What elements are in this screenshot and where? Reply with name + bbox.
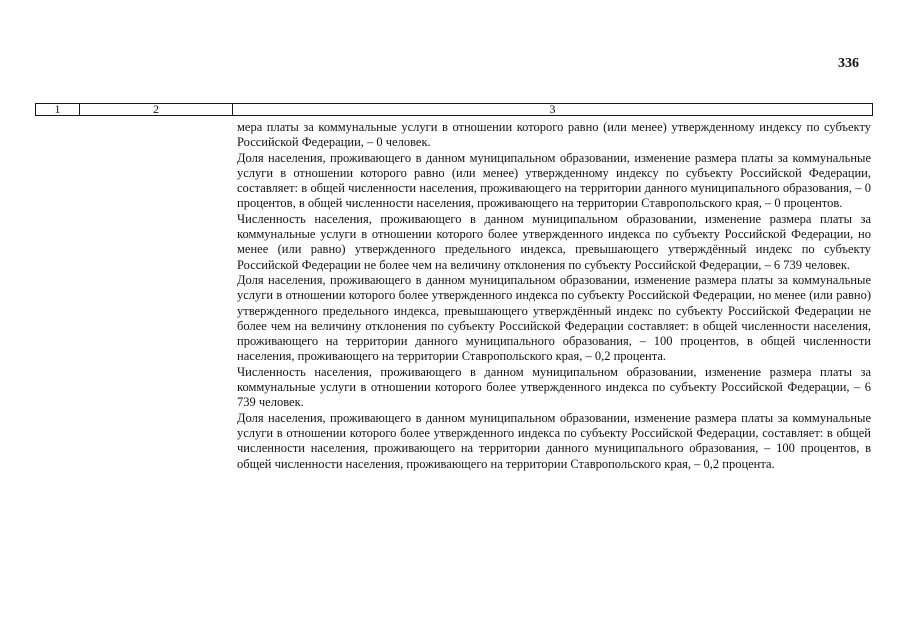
table-header-col-3: 3 [549,102,556,116]
paragraph: мера платы за коммунальные услуги в отношении которого равно (или менее) утвержденному индексу по субъекту Российской Федерации, – 0 человек. [237,120,871,150]
table-header-col-1: 1 [36,104,80,115]
paragraph: Численность населения, проживающего в данном муниципальном образовании, изменение размера платы за коммунальные услуги в отношении которого более утвержденного индекса по субъекту Российской Федерации, – 6 739 человек. [237,364,871,410]
document-body [237,120,871,472]
page-number: 336 [838,56,859,71]
table-header-row [35,103,873,116]
paragraph: Доля населения, проживающего в данном муниципальном образовании, изменение размера платы за коммунальные услуги в отношении которого более утвержденного индекса по субъекту Российской Федерации, но менее (или равно) утвержденного предельного индекса, превышающего утверждённый индекс по субъекту Российской Федерации не более чем на величину отклонения по субъекту Российской Федерации составляет: в общей численности населения, проживающего на территории данного муниципального образования, – 100 процентов, в общей численности населения, проживающего на территории Ставропольского края, – 0,2 процента. [237,272,871,364]
table-header-col-2: 2 [80,104,233,115]
paragraph: Численность населения, проживающего в данном муниципальном образовании, изменение размера платы за коммунальные услуги в отношении которого более утвержденного индекса по субъекту Российской Федерации, но менее (или равно) утвержденного предельного индекса, превышающего утверждённый индекс по субъекту Российской Федерации не более чем на величину отклонения по субъекту Российской Федерации, – 6 739 человек. [237,211,871,272]
paragraph: Доля населения, проживающего в данном муниципальном образовании, изменение размера платы за коммунальные услуги в отношении которого равно (или менее) утвержденному индексу по субъекту Российской Федерации, составляет: в общей численности населения, проживающего на территории данного муниципального образования, – 0 процентов, в общей численности населения, проживающего на территории Ставропольского края, – 0 процентов. [237,150,871,211]
paragraph: Доля населения, проживающего в данном муниципальном образовании, изменение размера платы за коммунальные услуги в отношении которого более утвержденного индекса по субъекту Российской Федерации, составляет: в общей численности населения, проживающего на территории данного муниципального образования, – 100 процентов, в общей численности населения, проживающего на территории Ставропольского края, – 0,2 процента. [237,410,871,471]
